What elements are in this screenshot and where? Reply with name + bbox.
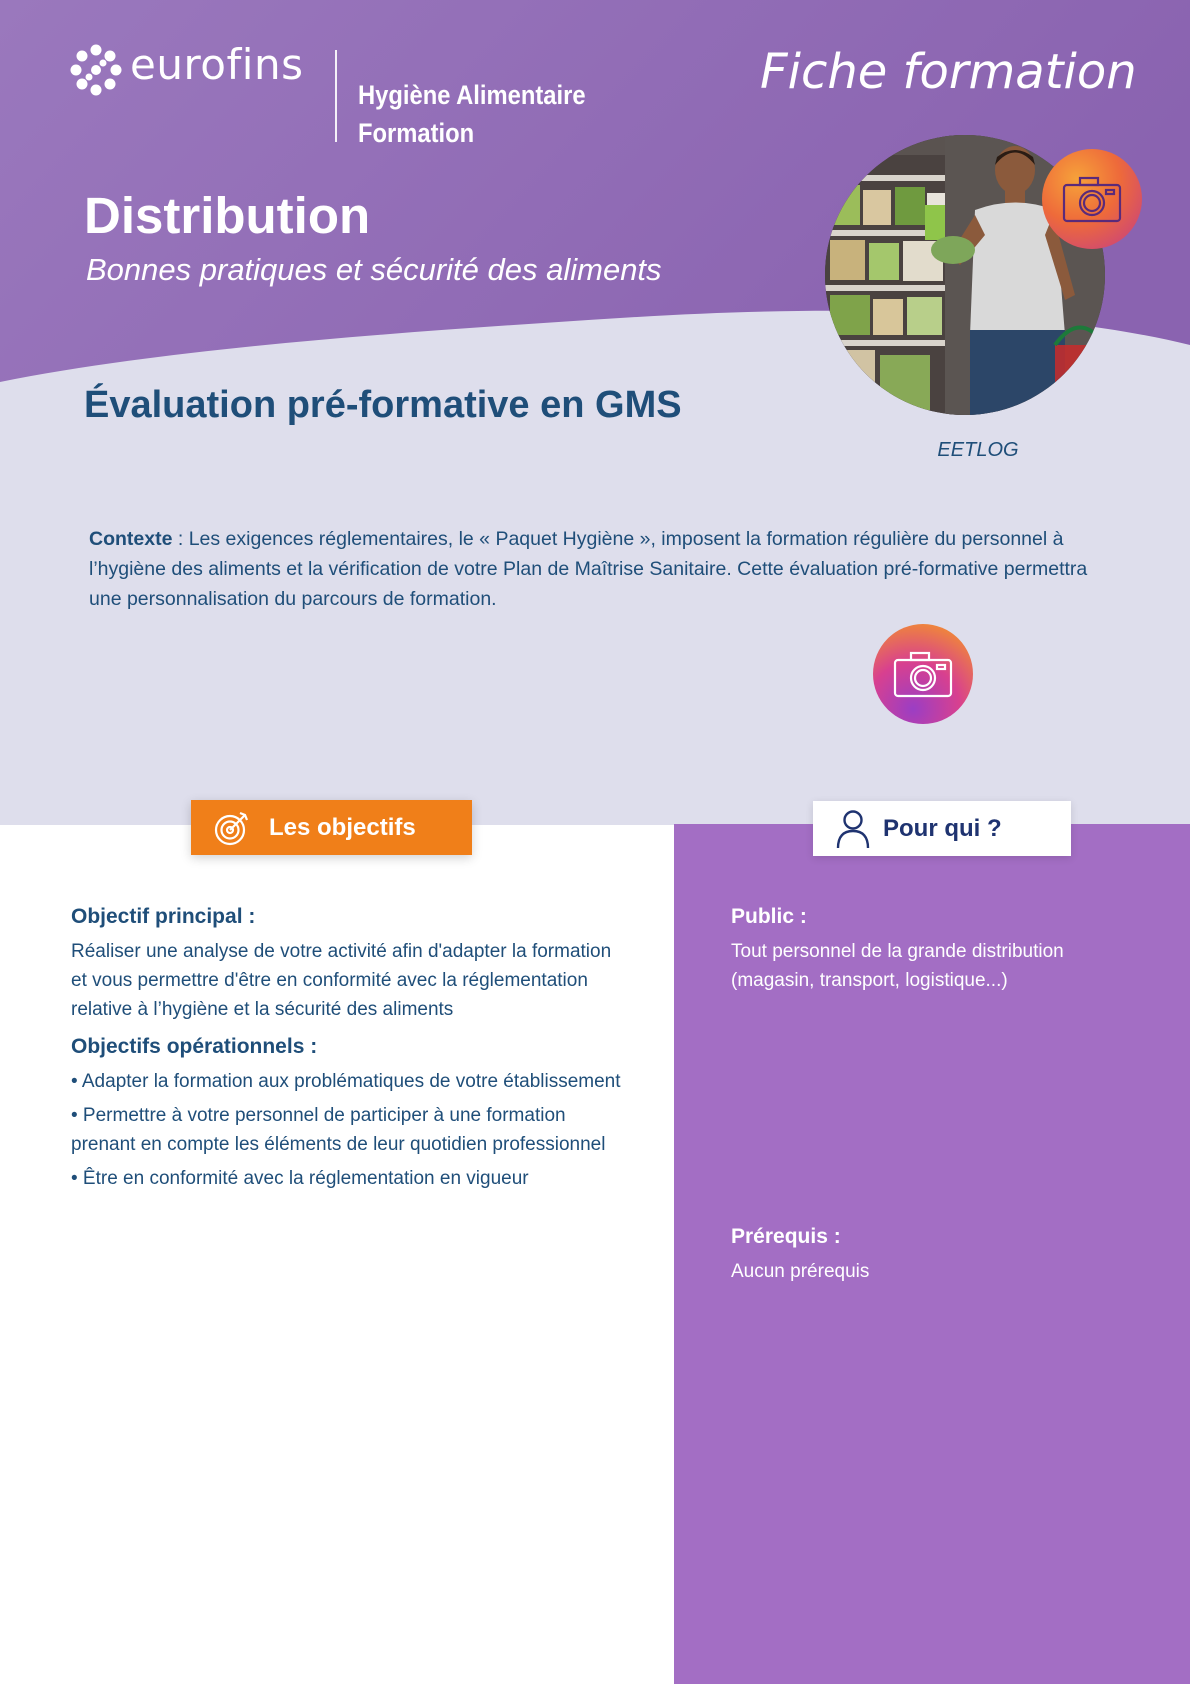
logo-subtitle-line2: Formation: [358, 118, 475, 148]
objectives-tab-label: Les objectifs: [269, 813, 416, 841]
operational-objective-item: • Permettre à votre personnel de participer à une formation prenant en compte les éléments de leur quotidien professionnel: [71, 1105, 606, 1155]
camera-icon: [891, 648, 955, 700]
camera-icon: [1060, 173, 1124, 225]
course-code: EETLOG: [937, 439, 1019, 461]
eurofins-logo-mark-icon: [70, 44, 122, 96]
prerequisites-text: Aucun prérequis: [731, 1261, 870, 1282]
context-text: : Les exigences réglementaires, le « Paquet Hygiène », imposent la formation régulière du personnel à l’hygiène des aliments et la vérification de votre Plan de Maîtrise Sanitaire. Cette évaluation pré-formative permettra une personnalisation du parcours de formation.: [89, 528, 1088, 610]
page-title: Distribution: [84, 187, 371, 244]
audience-tab: [813, 801, 1071, 856]
prerequisites-section: [731, 1222, 1151, 1286]
operational-objective-item: • Adapter la formation aux problématiques de votre établissement: [71, 1071, 621, 1092]
operational-objective-item: • Être en conformité avec la réglementation en vigueur: [71, 1168, 529, 1189]
main-objective-text: Réaliser une analyse de votre activité afin d'adapter la formation et vous permettre d'être en conformité avec la réglementation relative à l’hygiène et la sécurité des aliments: [71, 941, 612, 1020]
logo-wordmark: eurofins: [130, 40, 304, 89]
audience-tab-label: Pour qui ?: [883, 814, 1002, 842]
logo-subtitle-line1: Hygiène Alimentaire: [358, 80, 586, 110]
public-heading: Public :: [731, 905, 807, 928]
evaluation-title: Évaluation pré-formative en GMS: [84, 384, 682, 426]
target-icon: [213, 809, 251, 847]
camera-badge-center: [873, 624, 973, 724]
objectives-tab: [191, 800, 472, 855]
context-label: Contexte: [89, 528, 173, 550]
person-icon: [835, 809, 871, 849]
main-objective-heading: Objectif principal :: [71, 905, 256, 928]
public-section: [731, 902, 1151, 995]
operational-objectives-heading: Objectifs opérationnels :: [71, 1035, 318, 1058]
context-paragraph: [89, 524, 1104, 614]
fiche-formation-label: Fiche formation: [760, 44, 1137, 100]
objectives-content: [71, 902, 631, 1193]
page-subtitle: Bonnes pratiques et sécurité des aliments: [86, 252, 662, 287]
prerequisites-heading: Prérequis :: [731, 1225, 841, 1248]
camera-badge-top: [1042, 149, 1142, 249]
logo-subtitle: [358, 76, 617, 152]
public-text: Tout personnel de la grande distribution (magasin, transport, logistique...): [731, 941, 1064, 991]
logo-divider: [335, 50, 337, 142]
